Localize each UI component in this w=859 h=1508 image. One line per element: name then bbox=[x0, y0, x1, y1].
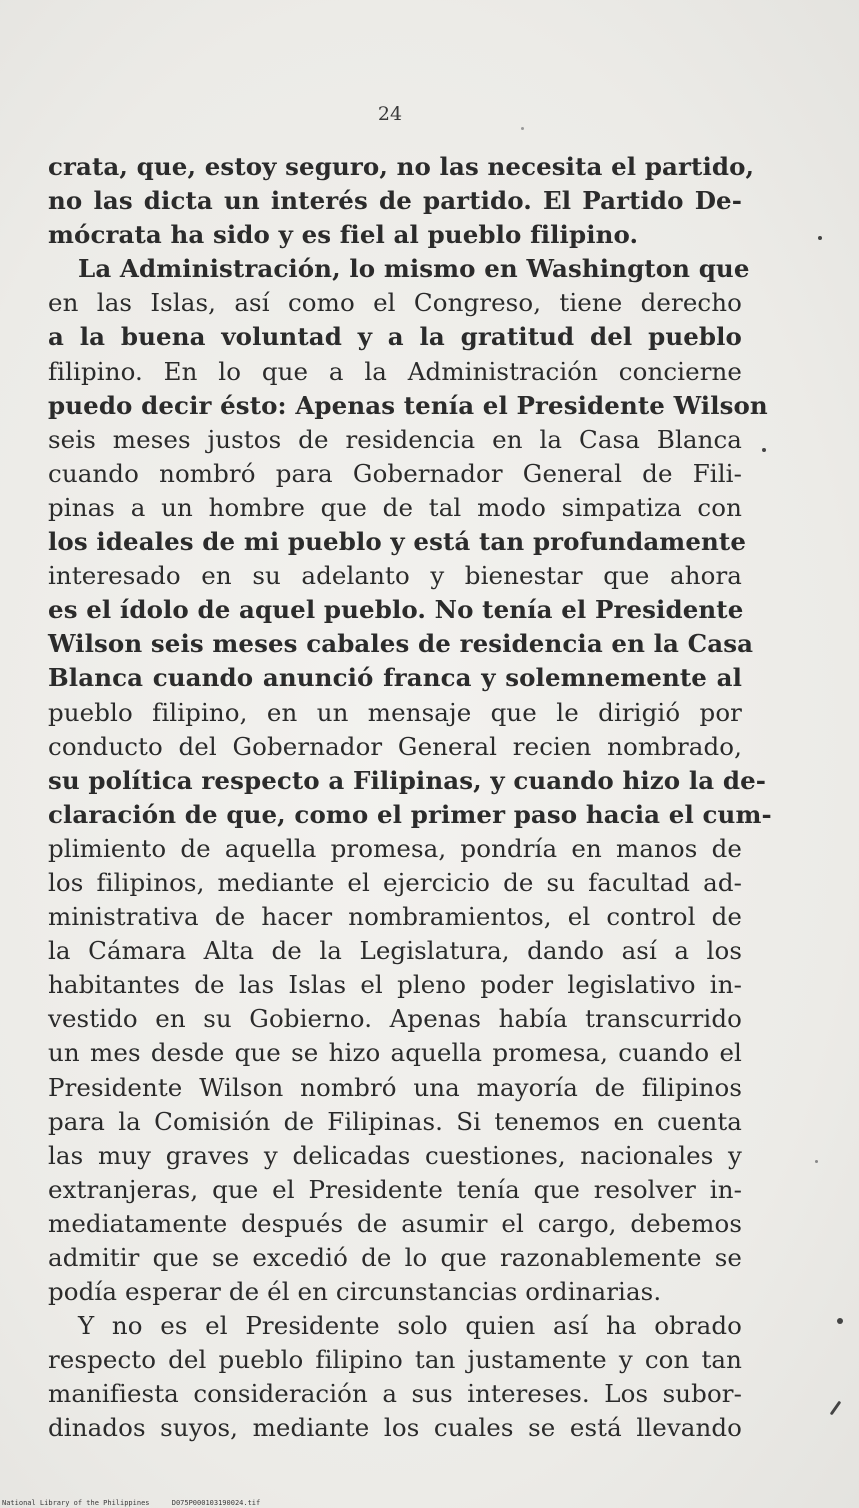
text-line: seis meses justos de residencia en la Casa Blanca bbox=[48, 424, 742, 454]
text-line: es el ídolo de aquel pueblo. No tenía el Presidente bbox=[48, 595, 744, 625]
text-line: crata, que, estoy seguro, no las necesita el partido, bbox=[48, 152, 755, 181]
text-line: manifiesta consideración a sus intereses. Los subor- bbox=[48, 1379, 742, 1409]
footer-library: National Library of the Philippines bbox=[2, 1499, 150, 1507]
text-line: para la Comisión de Filipinas. Si tenemos en cuenta bbox=[48, 1106, 742, 1136]
text-line: habitantes de las Islas el pleno poder legislativo in- bbox=[48, 970, 742, 1000]
dust-speck bbox=[521, 127, 524, 130]
text-line: su política respecto a Filipinas, y cuando hizo la de- bbox=[48, 765, 767, 795]
text-line: vestido en su Gobierno. Apenas había transcurrido bbox=[48, 1004, 742, 1034]
text-line: Wilson seis meses cabales de residencia en la Casa bbox=[48, 629, 754, 659]
text-line: conducto del Gobernador General recien nombrado, bbox=[48, 731, 742, 761]
page-number: 24 bbox=[377, 103, 403, 125]
text-line: mediatamente después de asumir el cargo, debemos bbox=[48, 1208, 742, 1238]
text-line: podía esperar de él en circunstancias ordinarias. bbox=[48, 1277, 662, 1307]
text-line: pinas a un hombre que de tal modo simpatiza con bbox=[48, 492, 742, 522]
text-line: a la buena voluntad y a la gratitud del pueblo bbox=[48, 322, 742, 352]
dust-speck bbox=[762, 448, 766, 452]
text-line: Y no es el Presidente solo quien así ha obrado bbox=[78, 1311, 742, 1341]
text-line: los ideales de mi pueblo y está tan profundamente bbox=[48, 527, 747, 557]
text-line: un mes desde que se hizo aquella promesa, cuando el bbox=[48, 1038, 742, 1068]
text-line: Presidente Wilson nombró una mayoría de filipinos bbox=[48, 1072, 742, 1102]
text-line: filipino. En lo que a la Administración concierne bbox=[48, 356, 742, 386]
text-line: la Cámara Alta de la Legislatura, dando así a los bbox=[48, 936, 742, 966]
text-line: pueblo filipino, en un mensaje que le dirigió por bbox=[48, 697, 742, 727]
text-line: cuando nombró para Gobernador General de Fili- bbox=[48, 458, 742, 488]
text-line: claración de que, como el primer paso hacia el cum- bbox=[48, 799, 772, 829]
text-line: respecto del pueblo filipino tan justamente y con tan bbox=[48, 1345, 742, 1375]
scan-footer bbox=[2, 1499, 278, 1507]
footer-file: D075P000103190024.tif bbox=[171, 1499, 261, 1507]
dust-speck bbox=[815, 1160, 818, 1163]
text-line: no las dicta un interés de partido. El Partido De- bbox=[48, 186, 742, 216]
text-line: admitir que se excedió de lo que razonablemente se bbox=[48, 1243, 742, 1272]
text-line: en las Islas, así como el Congreso, tiene derecho bbox=[48, 288, 742, 318]
text-line: plimiento de aquella promesa, pondría en manos de bbox=[48, 833, 742, 863]
text-line: Blanca cuando anunció franca y solemnemente al bbox=[48, 663, 742, 693]
dust-speck bbox=[818, 236, 822, 240]
text-line: ministrativa de hacer nombramientos, el control de bbox=[48, 902, 742, 932]
text-line: puedo decir ésto: Apenas tenía el Presidente Wilson bbox=[48, 390, 768, 420]
body-text bbox=[48, 150, 772, 1446]
text-line: dinados suyos, mediante los cuales se está llevando bbox=[48, 1413, 742, 1443]
text-line: los filipinos, mediante el ejercicio de su facultad ad- bbox=[48, 867, 742, 897]
text-line: extranjeras, que el Presidente tenía que resolver in- bbox=[48, 1174, 742, 1204]
text-line: mócrata ha sido y es fiel al pueblo filipino. bbox=[48, 220, 639, 250]
text-line: La Administración, lo mismo en Washington que bbox=[78, 254, 750, 284]
dust-speck bbox=[830, 1401, 842, 1416]
text-line: las muy graves y delicadas cuestiones, nacionales y bbox=[48, 1140, 742, 1170]
dust-speck bbox=[837, 1318, 843, 1324]
text-line: interesado en su adelanto y bienestar que ahora bbox=[48, 561, 742, 591]
